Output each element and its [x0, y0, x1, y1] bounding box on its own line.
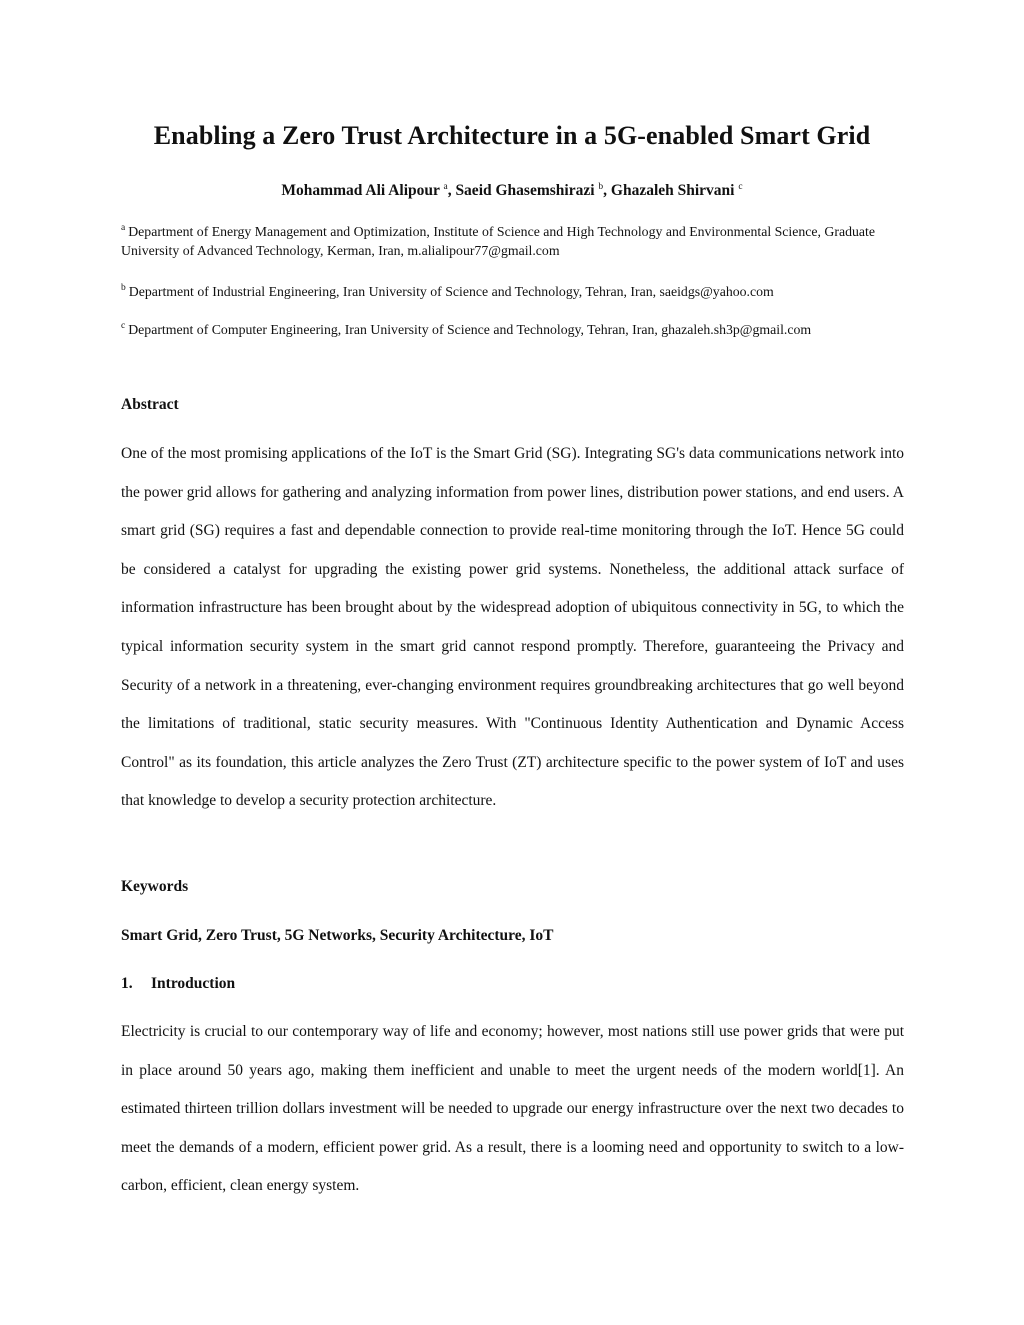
- affiliation-mark: b: [121, 283, 126, 293]
- author-mark: c: [738, 182, 743, 192]
- affiliation-c: [121, 320, 904, 339]
- author-list: [0, 182, 1024, 200]
- affiliation-b: [121, 282, 904, 301]
- affiliation-mark: c: [121, 321, 126, 331]
- keywords-heading: Keywords: [121, 878, 189, 895]
- author-mark: a: [443, 182, 448, 192]
- author-name: Mohammad Ali Alipour: [281, 182, 440, 199]
- author-separator: ,: [603, 182, 611, 199]
- introduction-text: Electricity is crucial to our contemporary way of life and economy; however, most nations still use power grids that were put in place around 50 years ago, making them inefficient and unable to meet the urgent needs of the modern world[1]. An estimated thirteen trillion dollars investment will be needed to upgrade our energy infrastructure over the next two decades to meet the demands of a modern, efficient power grid. As a result, there is a looming need and opportunity to switch to a low-carbon, efficient, clean energy system.: [121, 1023, 904, 1195]
- affiliation-text: Department of Energy Management and Optimization, Institute of Science and High Technology and Environmental Science, Graduate University of Advanced Technology, Kerman, Iran, m.alialipour77@gmail.com: [121, 224, 875, 258]
- abstract-text: One of the most promising applications of the IoT is the Smart Grid (SG). Integrating SG's data communications network into the power grid allows for gathering and analyzing information from power lines, distribution power stations, and end users. A smart grid (SG) requires a fast and dependable connection to provide real-time monitoring through the IoT. Hence 5G could be considered a catalyst for upgrading the existing power grid systems. Nonetheless, the additional attack surface of information infrastructure has been brought about by the widespread adoption of ubiquitous connectivity in 5G, to which the typical information security system in the smart grid cannot respond promptly. Therefore, guaranteeing the Privacy and Security of a network in a threatening, ever-changing environment requires groundbreaking architectures that go well beyond the limitations of traditional, static security measures. With "Continuous Identity Authentication and Dynamic Access Control" as its foundation, this article analyzes the Zero Trust (ZT) architecture specific to the power system of IoT and uses that knowledge to develop a security protection architecture.: [121, 445, 904, 810]
- affiliation-text: Department of Industrial Engineering, Iran University of Science and Technology, Tehran, Iran, saeidgs@yahoo.com: [128, 284, 774, 299]
- section-title: Introduction: [151, 975, 236, 992]
- keywords-list: Smart Grid, Zero Trust, 5G Networks, Security Architecture, IoT: [121, 927, 554, 944]
- affiliation-mark: a: [121, 223, 126, 233]
- abstract-heading: Abstract: [121, 396, 179, 413]
- author-separator: ,: [447, 182, 456, 199]
- affiliation-text: Department of Computer Engineering, Iran University of Science and Technology, Tehran, Iran, ghazaleh.sh3p@gmail.com: [128, 322, 812, 337]
- author-name: Saeid Ghasemshirazi: [455, 182, 595, 199]
- affiliation-a: [121, 222, 904, 260]
- author-name: Ghazaleh Shirvani: [610, 182, 735, 199]
- author-mark: b: [598, 182, 604, 192]
- section-heading: [121, 975, 235, 993]
- section-number: 1.: [121, 975, 133, 992]
- paper-title: Enabling a Zero Trust Architecture in a 5G-enabled Smart Grid: [153, 121, 871, 150]
